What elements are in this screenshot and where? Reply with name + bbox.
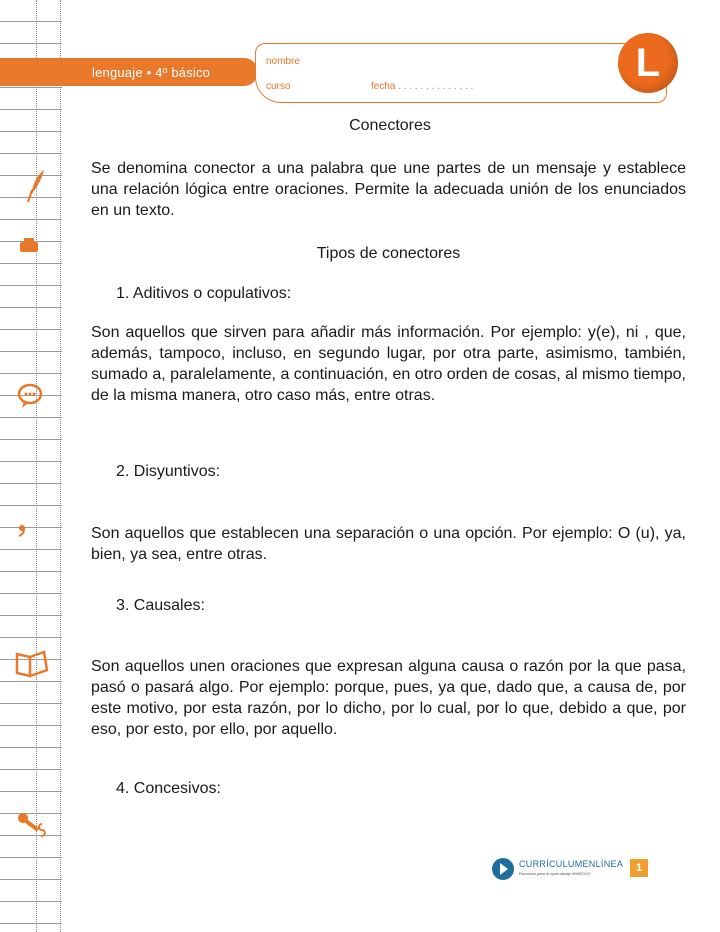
logo-letter: L [635,40,661,85]
intro-paragraph: Se denomina conector a una palabra que une partes de un mensaje y establece una relación lógica entre oraciones. Permite la adecuada unión de los enunciados en un texto. [91,160,686,219]
page-title: Conectores [349,117,431,134]
paragraph-causales: Son aquellos unen oraciones que expresan alguna causa o razón por la que pasa, pasó o pasará algo. Por ejemplo: porque, pues, ya que, dado que, a causa de, por este motivo, por esta razón, por lo dicho, por lo cual, por lo que, debido a que, por eso, por esto, por ello, por aquello. [91,658,686,738]
paragraph-disyuntivos: Son aquellos que establecen una separación o una opción. Por ejemplo: O (u), ya, bien, ya sea, entre otras. [91,525,686,563]
footer-tagline: Recursos para el aprendizaje MINEDUC [519,871,591,876]
footer-brand: CURRÍCULUMENLÍNEA [519,859,624,869]
heading-causales: 3. Causales: [116,597,205,614]
section-subtitle: Tipos de conectores [316,245,461,262]
curso-label: curso [266,81,291,92]
subject-label: lenguaje • 4º básico [92,65,211,80]
sharpener-icon [14,228,50,264]
heading-concesivos: 4. Concesivos: [116,780,221,797]
ruled-margin [0,0,62,932]
nombre-label: nombre [266,56,300,67]
open-book-icon [14,646,50,682]
comma-icon [14,514,50,550]
fecha-label: fecha . . . . . . . . . . . . . . [371,81,474,92]
heading-disyuntivos: 2. Disyuntivos: [116,463,221,480]
heading-aditivos: 1. Aditivos o copulativos: [116,285,292,302]
student-info-box [255,40,667,103]
microphone-icon [14,808,50,844]
speech-bubble-icon [14,378,50,414]
quill-pen-icon [14,168,50,204]
lenguaje-logo [618,33,678,93]
paragraph-aditivos: Son aquellos que sirven para añadir más información. Por ejemplo: y(e), ni , que, además, tampoco, incluso, en segundo lugar, por otra parte, asimismo, también, sumado a, paralelamente, a continuación, en otro orden de cosas, al mismo tiempo, de la misma manera, otro caso más, entre otras. [91,324,686,404]
page-number: 1 [630,859,648,877]
curriculum-logo [492,857,622,881]
play-arrow-icon [492,858,514,880]
